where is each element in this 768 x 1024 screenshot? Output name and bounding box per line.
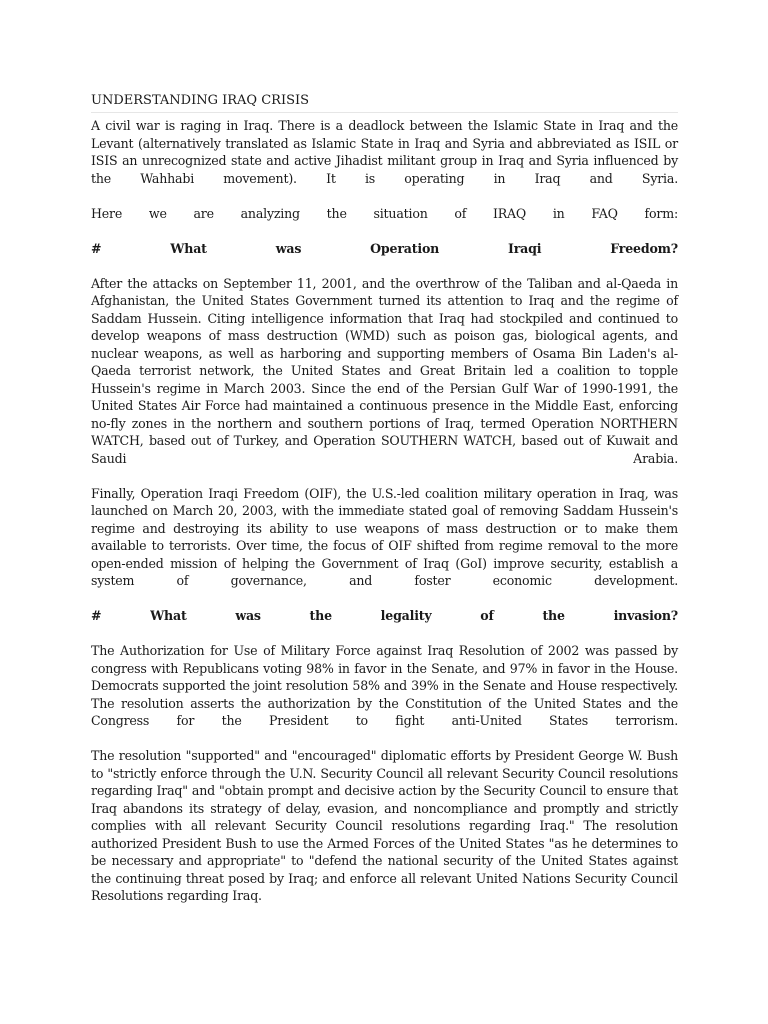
heading-word: What <box>170 240 207 256</box>
section-heading-legality-of-invasion <box>91 607 678 625</box>
body-paragraph: After the attacks on September 11, 2001, and the overthrow of the Taliban and al-Qaeda in Afghanistan, the United States Government turned its attention to Iraq and the regime of Saddam Hussein. Citing intelligence information that Iraq had stockpiled and continued to develop weapons of mass destruction (WMD) such as poison gas, biological agents, and nuclear weapons, as well as harboring and supporting members of Osama Bin Laden's al-Qaeda terrorist network, the United States and Great Britain led a coalition to topple Hussein's regime in March 2003. Since the end of the Persian Gulf War of 1990-1991, the United States Air Force had maintained a continuous presence in the Middle East, enforcing no-fly zones in the northern and southern portions of Iraq, termed Operation NORTHERN WATCH, based out of Turkey, and Operation SOUTHERN WATCH, based out of Kuwait and Saudi Arabia. <box>91 275 678 466</box>
heading-word: invasion? <box>613 608 678 623</box>
document-title: UNDERSTANDING IRAQ CRISIS <box>91 92 678 113</box>
heading-word: Iraqi <box>508 240 542 256</box>
faq-intro-paragraph: Here we are analyzing the situation of IRAQ in FAQ form: <box>91 205 678 221</box>
body-paragraph: The resolution "supported" and "encouraged" diplomatic efforts by President George W. Bush to "strictly enforce through the U.N. Security Council all relevant Security Council resolutions regarding Iraq" and "obtain prompt and decisive action by the Security Council to ensure that Iraq abandons its strategy of delay, evasion, and noncompliance and promptly and strictly complies with all relevant Security Council resolutions regarding Iraq." The resolution authorized President Bush to use the Armed Forces of the United States "as he determines to be necessary and appropriate" to "defend the national security of the United States against the continuing threat posed by Iraq; and enforce all relevant United Nations Security Council Resolutions regarding Iraq. <box>91 748 678 903</box>
section-heading-operation-iraqi-freedom <box>91 240 678 258</box>
heading-word: the <box>309 608 332 623</box>
body-paragraph: Finally, Operation Iraqi Freedom (OIF), the U.S.-led coalition military operation in Iraq, was launched on March 20, 2003, with the immediate stated goal of removing Saddam Hussein's regime and destroying its ability to use weapons of mass destruction or to make them available to terrorists. Over time, the focus of OIF shifted from regime removal to the more open-ended mission of helping the Government of Iraq (GoI) improve security, establish a system of governance, and foster economic development. <box>91 485 678 588</box>
heading-word: # <box>91 240 102 256</box>
heading-word: Freedom? <box>610 240 678 256</box>
heading-word: was <box>275 240 302 256</box>
intro-paragraph: A civil war is raging in Iraq. There is a deadlock between the Islamic State in Iraq and the Levant (alternatively translated as Islamic State in Iraq and Syria and abbreviated as ISIL or ISIS an unrecognized state and active Jihadist militant group in Iraq and Syria influenced by the Wahhabi movement). It is operating in Iraq and Syria. <box>91 118 678 186</box>
heading-word: the <box>542 608 565 623</box>
heading-word: What <box>150 608 187 623</box>
heading-word: was <box>235 608 261 623</box>
heading-word: of <box>480 608 494 623</box>
heading-word: # <box>91 608 102 623</box>
body-paragraph: The Authorization for Use of Military Force against Iraq Resolution of 2002 was passed by congress with Republicans voting 98% in favor in the Senate, and 97% in favor in the House. Democrats supported the joint resolution 58% and 39% in the Senate and House respectively. The resolution asserts the authorization by the Constitution of the United States and the Congress for the President to fight anti-United States terrorism. <box>91 643 678 728</box>
heading-word: legality <box>380 608 432 623</box>
heading-word: Operation <box>370 240 440 256</box>
document-body <box>91 92 678 922</box>
